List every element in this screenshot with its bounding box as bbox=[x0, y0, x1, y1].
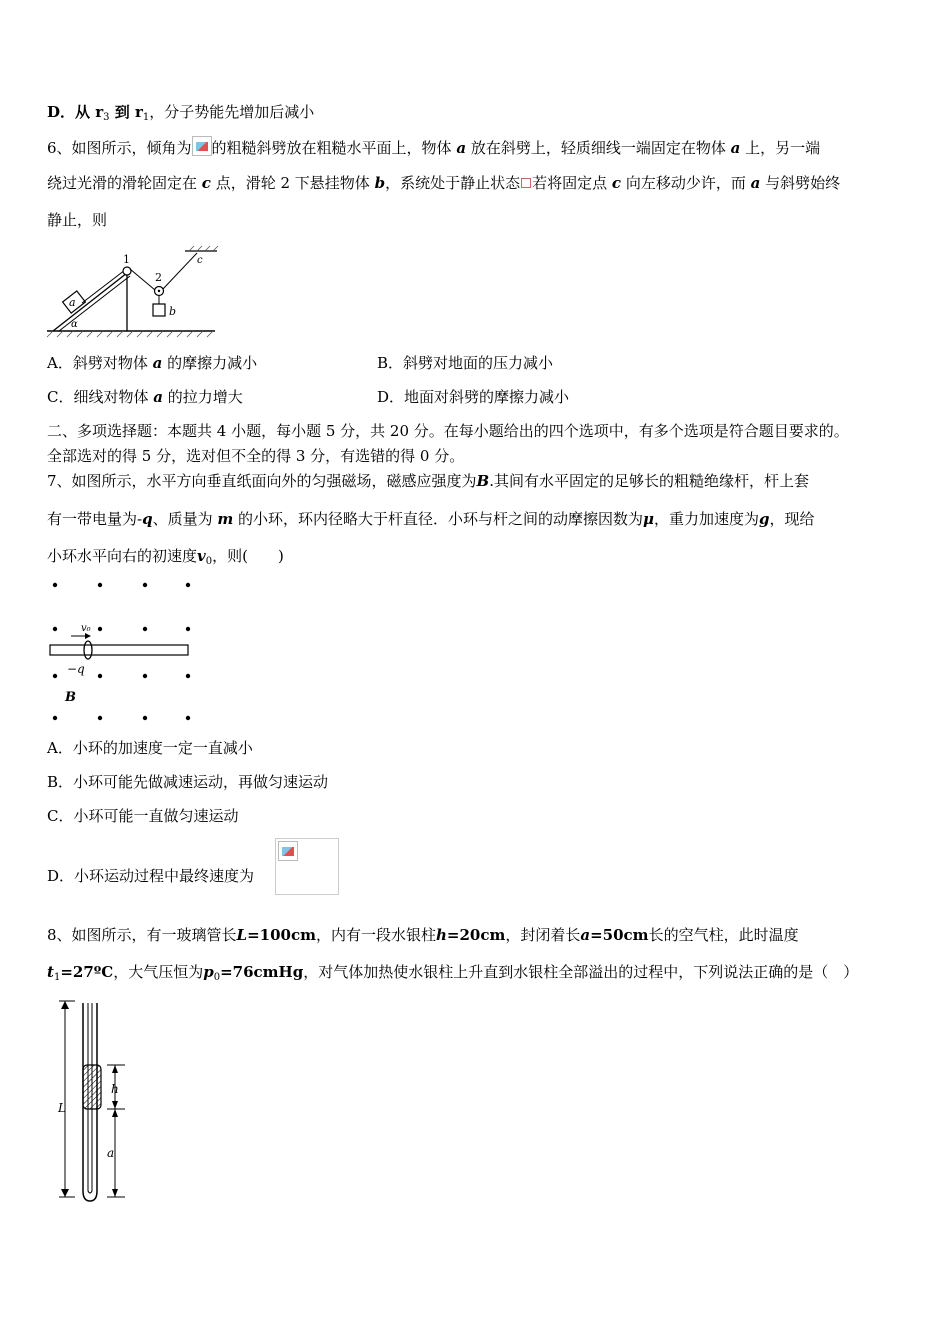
q6-option-d: D．地面对斜劈的摩擦力减小 bbox=[377, 388, 570, 406]
q6-option-a: A．斜劈对物体 a 的摩擦力减小 bbox=[47, 354, 258, 372]
q6-label-2: 2 bbox=[155, 271, 162, 284]
q6-stem-line3: 静止，则 bbox=[47, 211, 108, 229]
q6-option-c: C．细线对物体 a 的拉力增大 bbox=[47, 388, 243, 406]
broken-image-icon bbox=[521, 178, 531, 188]
q8-label-L: L bbox=[58, 1101, 66, 1115]
q6-label-c: c bbox=[197, 255, 203, 266]
q7-option-b: B．小环可能先做减速运动，再做匀速运动 bbox=[47, 773, 329, 791]
q6-figure-incline bbox=[45, 243, 225, 338]
q7-figure-magnetic-field bbox=[45, 575, 200, 725]
q8-stem-line1: 8、如图所示，有一玻璃管长L=100cm，内有一段水银柱h=20cm，封闭着长a=50cm长的空气柱，此时温度 bbox=[47, 926, 799, 944]
q7-stem-line2: 有一带电量为-q、质量为 m 的小环，环内径略大于杆直径．小环与杆之间的动摩擦因数为μ，重力加速度为g，现给 bbox=[47, 510, 815, 528]
q6-option-b: B．斜劈对地面的压力减小 bbox=[377, 354, 554, 372]
q6-stem-line1: 6、如图所示，倾角为 的粗糙斜劈放在粗糙水平面上，物体 a 放在斜劈上，轻质细线一端固定在物体 a 上，另一端 bbox=[47, 136, 820, 158]
section2-line1: 二、多项选择题：本题共 4 小题，每小题 5 分，共 20 分。在每小题给出的四个选项中，有多个选项是符合题目要求的。 bbox=[47, 422, 849, 440]
q6-label-b: b bbox=[169, 305, 177, 318]
q7-label-q: −q bbox=[67, 662, 85, 676]
q7-option-d-broken-image bbox=[275, 838, 339, 895]
broken-image-icon bbox=[192, 136, 212, 156]
section2-line2: 全部选对的得 5 分，选对但不全的得 3 分，有选错的得 0 分。 bbox=[47, 447, 465, 465]
q7-option-d: D．小环运动过程中最终速度为 bbox=[47, 867, 255, 885]
q5-option-d: D．从 $r_3$ 到 $r_1$，分子势能先增加后减小 bbox=[47, 103, 315, 123]
q8-label-h: h bbox=[111, 1082, 119, 1096]
q6-label-1: 1 bbox=[123, 253, 130, 266]
q6-label-a: a bbox=[69, 296, 76, 309]
q7-option-c: C．小环可能一直做匀速运动 bbox=[47, 807, 239, 825]
q8-figure-glass-tube bbox=[45, 995, 145, 1205]
q8-label-a: a bbox=[107, 1146, 115, 1160]
q8-stem-line2: $t_1=27ºC$，大气压恒为$p_0=76cmHg$，对气体加热使水银柱上升直到水银柱全部溢出的过程中，下列说法正确的是（ ） bbox=[47, 963, 859, 983]
q7-label-B: B bbox=[65, 690, 76, 705]
broken-image-icon bbox=[278, 841, 298, 861]
q6-stem-line2: 绕过光滑的滑轮固定在 c 点，滑轮 2 下悬挂物体 b，系统处于静止状态 若将固定点 c 向左移动少许，而 a 与斜劈始终 bbox=[47, 174, 841, 192]
q7-label-v0: v₀ bbox=[81, 623, 91, 634]
q7-stem-line3: 小环水平向右的初速度$v_0$，则( ) bbox=[47, 547, 284, 567]
q6-label-alpha: α bbox=[71, 319, 78, 330]
q7-stem-line1: 7、如图所示，水平方向垂直纸面向外的匀强磁场，磁感应强度为B.其间有水平固定的足够长的粗糙绝缘杆，杆上套 bbox=[47, 472, 810, 490]
q7-option-a: A．小环的加速度一定一直减小 bbox=[47, 739, 253, 757]
